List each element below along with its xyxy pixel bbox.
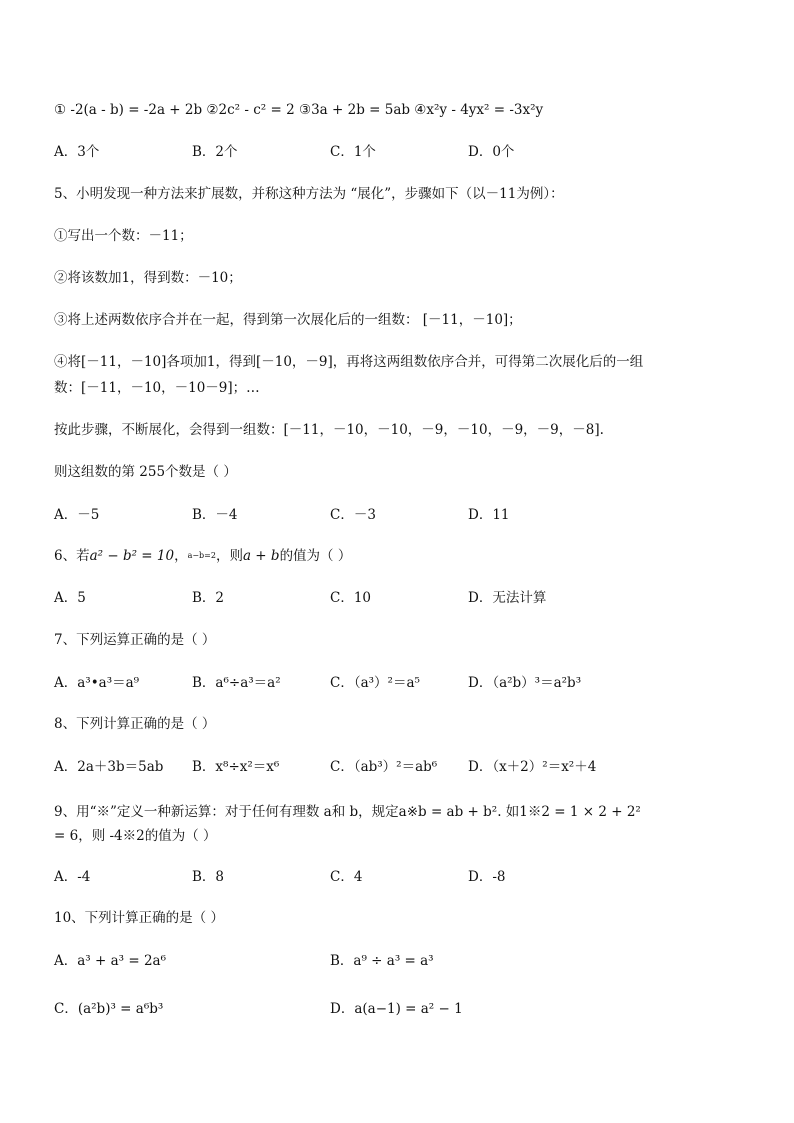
q6-mid: ，则 (215, 548, 243, 564)
q10-stem: 10、下列计算正确的是（ ） (54, 910, 224, 926)
q5-option-b: B．－4 (192, 507, 238, 523)
q9-stem-line2: = 6，则 -4※2的值为（ ） (54, 828, 217, 844)
q7-option-c: C．（a³）²＝a⁵ (330, 675, 420, 691)
q6-condition: a−b=2 (187, 551, 216, 560)
q5-option-d: D．11 (468, 507, 510, 523)
q6-option-b: B．2 (192, 590, 225, 606)
q5-question: 则这组数的第 255个数是（ ） (54, 464, 237, 480)
q6-expression: a + b (242, 548, 280, 564)
q8-option-c: C．（ab³）²＝ab⁶ (330, 759, 438, 775)
q9-option-b: B．8 (192, 869, 225, 885)
q4-option-c: C．1个 (330, 144, 376, 160)
q6-option-c: C．10 (330, 590, 372, 606)
q5-step4-line2: 数：[－11，－10，－10－9]；… (54, 380, 260, 396)
q5-stem: 5、小明发现一种方法来扩展数，并称这种方法为 “展化”，步骤如下（以－11为例）： (54, 186, 564, 202)
q9-option-d: D．-8 (468, 869, 506, 885)
q7-option-b: B．a⁶÷a³＝a² (192, 675, 281, 691)
q9-stem-line1: 9、用“※”定义一种新运算：对于任何有理数 a和 b，规定a※b = ab + b². 如1※2 = 1 × 2 + 2² (54, 804, 641, 820)
q10-option-a: A．a³ + a³ = 2a⁶ (54, 953, 167, 969)
q8-option-d: D．（x＋2）²＝x²＋4 (468, 759, 597, 775)
q4-option-a: A．3个 (54, 144, 100, 160)
q6-equation: a² − b² = 10 (89, 548, 175, 564)
q5-step2: ②将该数加1，得到数：－10； (54, 270, 242, 286)
q7-stem: 7、下列运算正确的是（ ） (54, 632, 216, 648)
q5-option-a: A．－5 (54, 507, 100, 523)
q6-stem: 6、若a² − b² = 10，a−b=2，则a + b的值为（ ） (54, 548, 352, 564)
q7-option-d: D．（a²b）³＝a²b³ (468, 675, 582, 691)
q5-step4-line1: ④将[－11，－10]各项加1，得到[－10，－9]，再将这两组数依序合并，可得第二次展化后的一组 (54, 354, 644, 370)
q7-option-a: A．a³•a³＝a⁹ (54, 675, 140, 691)
q5-step1: ①写出一个数：－11； (54, 228, 193, 244)
q5-step3: ③将上述两数依序合并在一起，得到第一次展化后的一组数： [－11，－10]； (54, 312, 522, 328)
q4-option-b: B．2个 (192, 144, 238, 160)
q8-stem: 8、下列计算正确的是（ ） (54, 716, 216, 732)
q6-option-a: A．5 (54, 590, 86, 606)
q9-option-c: C．4 (330, 869, 363, 885)
q8-option-b: B．x⁸÷x²＝x⁶ (192, 759, 280, 775)
q8-option-a: A．2a＋3b＝5ab (54, 759, 164, 775)
q6-suffix: 的值为（ ） (279, 548, 352, 564)
q10-option-c: C．(a²b)³ = a⁶b³ (54, 1001, 164, 1017)
q6-prefix: 6、若 (54, 548, 90, 564)
q4-option-d: D．0个 (468, 144, 515, 160)
q9-option-a: A．-4 (54, 869, 91, 885)
q10-option-b: B．a⁹ ÷ a³ = a³ (330, 953, 434, 969)
q4-statements: ① -2(a - b) = -2a + 2b ②2c² - c² = 2 ③3a + 2b = 5ab ④x²y - 4yx² = -3x²y (54, 102, 544, 118)
q5-continuation: 按此步骤，不断展化，会得到一组数：[－11，－10，－10，－9，－10，－9，－9，－8]. (54, 422, 604, 438)
q5-option-c: C．－3 (330, 507, 376, 523)
q10-option-d: D．a(a−1) = a² − 1 (330, 1001, 463, 1017)
q6-option-d: D．无法计算 (468, 590, 547, 606)
